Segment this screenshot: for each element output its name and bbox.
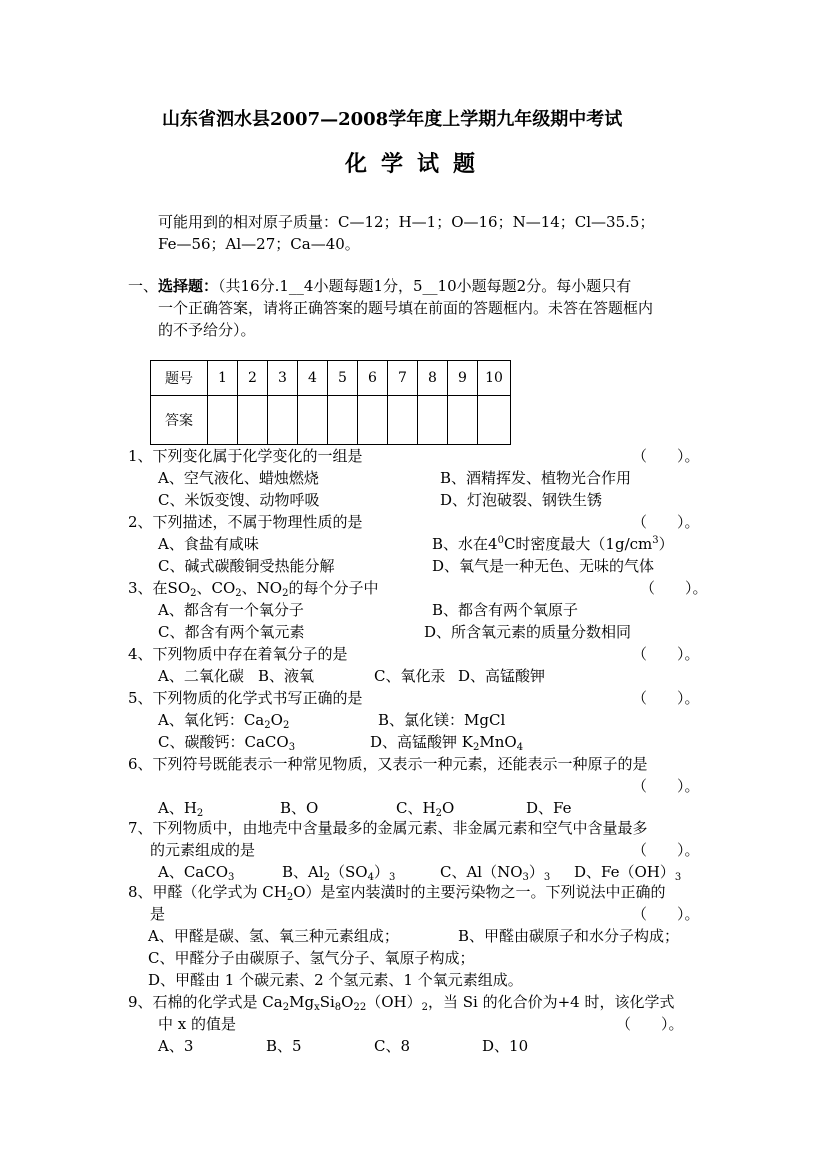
q5-stem: 5、下列物质的化学式书写正确的是 — [128, 689, 363, 707]
answer-table-number-row — [151, 361, 511, 396]
question-number-cell: 2 — [238, 361, 268, 396]
answer-cell[interactable] — [268, 396, 298, 445]
q3-option-b: B、都含有两个氧原子 — [432, 601, 579, 619]
q8-option-c: C、甲醛分子由碳原子、氢气分子、氧原子构成； — [148, 949, 475, 967]
q6-blank: （ ）。 — [632, 777, 700, 795]
q8-option-b: B、甲醛由碳原子和水分子构成； — [458, 927, 680, 945]
q6-stem: 6、下列符号既能表示一种常见物质，又表示一种元素，还能表示一种原子的是 — [128, 755, 648, 773]
answer-cell[interactable] — [358, 396, 388, 445]
q4-option-a: A、二氧化碳 — [158, 667, 244, 685]
q5-option-c: C、碳酸钙：CaCO$_3$ — [158, 733, 296, 753]
q3-option-a: A、都含有一个氧分子 — [158, 601, 304, 619]
q1-option-a: A、空气液化、蜡烛燃烧 — [158, 469, 319, 487]
subject-title: 化学试题 — [345, 151, 490, 177]
section-heading: 选择题： — [158, 277, 219, 295]
q7-option-a: A、CaCO$_3$ — [158, 863, 235, 883]
q6-option-b: B、O — [280, 799, 319, 817]
q4-stem: 4、下列物质中存在着氧分子的是 — [128, 645, 348, 663]
answer-cell[interactable] — [208, 396, 238, 445]
question-number-cell: 10 — [478, 361, 511, 396]
answer-table — [150, 360, 511, 445]
q6-option-d: D、Fe — [526, 799, 572, 817]
question-number-cell: 5 — [328, 361, 358, 396]
q7-option-d: D、$Fe(OH)_3$ — [574, 863, 682, 883]
answer-cell[interactable] — [418, 396, 448, 445]
question-number-cell: 8 — [418, 361, 448, 396]
q4-option-b: B、液氧 — [258, 667, 315, 685]
atomic-mass-line-1: 可能用到的相对原子质量：C—12；H—1；O—16；N—14；Cl—35.5； — [158, 213, 655, 231]
answer-table-label: 题号 — [151, 361, 208, 396]
q1-option-d: D、灯泡破裂、钢铁生锈 — [440, 491, 603, 509]
atomic-mass-line-2: Fe—56；Al—27；Ca—40。 — [158, 235, 360, 253]
section-instructions — [128, 276, 631, 296]
q5-option-a: A、氧化钙：$Ca_2O_2$ — [158, 711, 290, 731]
q1-blank: （ ）。 — [632, 447, 700, 465]
q4-option-c: C、氧化汞 — [374, 667, 446, 685]
q2-stem: 2、下列描述，不属于物理性质的是 — [128, 513, 363, 531]
q8-stem-line-2: 是 — [150, 905, 166, 923]
section-text-1: （共16分.1__4小题每题1分，5__10小题每题2分。每小题只有 — [218, 277, 632, 295]
section-number: 一、 — [128, 277, 159, 295]
answer-table-answer-row — [151, 396, 511, 445]
q4-option-d: D、高锰酸钾 — [458, 667, 546, 685]
q3-blank: （ ）。 — [640, 579, 708, 597]
q2-blank: （ ）。 — [632, 513, 700, 531]
question-number-cell: 1 — [208, 361, 238, 396]
q9-blank: （ ）。 — [616, 1015, 684, 1033]
q2-option-a: A、食盐有咸味 — [158, 535, 259, 553]
exam-title: 山东省泗水县2007—2008学年度上学期九年级期中考试 — [162, 109, 623, 130]
q5-option-d: D、高锰酸钾 $K_2MnO_4$ — [370, 733, 524, 753]
q8-blank: （ ）。 — [632, 905, 700, 923]
q2-option-b: B、水在$4^0C$时密度最大$(1g/cm^3)$ — [432, 535, 674, 553]
q1-stem: 1、下列变化属于化学变化的一组是 — [128, 447, 363, 465]
q2-option-d: D、氧气是一种无色、无味的气体 — [432, 557, 655, 575]
q1-option-c: C、米饭变馊、动物呼吸 — [158, 491, 320, 509]
answer-cell[interactable] — [388, 396, 418, 445]
question-number-cell: 9 — [448, 361, 478, 396]
q9-stem-line-2: 中 x 的值是 — [158, 1015, 236, 1033]
q3-stem: 3、在$SO_2$、$CO_2$、$NO_2$的每个分子中 — [128, 579, 379, 599]
question-number-cell: 7 — [388, 361, 418, 396]
q6-option-a: A、$H_2$ — [158, 799, 204, 819]
q7-blank: （ ）。 — [632, 841, 700, 859]
q7-option-c: C、$Al(NO_3)_3$ — [440, 863, 551, 883]
question-number-cell: 4 — [298, 361, 328, 396]
section-text-3: 的不予给分）。 — [158, 321, 256, 339]
q6-option-c: C、$H_2O$ — [396, 799, 455, 819]
q3-option-d: D、所含氧元素的质量分数相同 — [424, 623, 632, 641]
q7-option-b: B、$Al_2(SO_4)_3$ — [282, 863, 396, 883]
answer-cell[interactable] — [298, 396, 328, 445]
q7-stem-line-2: 的元素组成的是 — [150, 841, 256, 859]
answer-cell[interactable] — [238, 396, 268, 445]
q8-option-d: D、甲醛由 1 个碳元素、2 个氢元素、1 个氧元素组成。 — [148, 971, 523, 989]
q9-option-b: B、5 — [266, 1037, 302, 1055]
q9-option-a: A、3 — [158, 1037, 194, 1055]
q4-blank: （ ）。 — [632, 645, 700, 663]
q9-stem-line-1: 9、石棉的化学式是 $Ca_2Mg_xSi_8O_{22}(OH)_2$，当 Si 的化合价为+4 时，该化学式 — [128, 993, 675, 1013]
answer-cell[interactable] — [328, 396, 358, 445]
section-text-2: 一个正确答案，请将正确答案的题号填在前面的答题框内。未答在答题框内 — [158, 299, 654, 317]
q2-option-c: C、碱式碳酸铜受热能分解 — [158, 557, 335, 575]
question-number-cell: 6 — [358, 361, 388, 396]
answer-cell[interactable] — [448, 396, 478, 445]
answer-cell[interactable] — [478, 396, 511, 445]
q5-option-b: B、氯化镁：MgCl — [378, 711, 506, 729]
q9-option-d: D、10 — [482, 1037, 529, 1055]
q7-stem-line-1: 7、下列物质中，由地壳中含量最多的金属元素、非金属元素和空气中含量最多 — [128, 819, 648, 837]
question-number-cell: 3 — [268, 361, 298, 396]
q3-option-c: C、都含有两个氧元素 — [158, 623, 305, 641]
q8-stem-line-1: 8、甲醛（化学式为 $CH_2O$）是室内装潢时的主要污染物之一。下列说法中正确的 — [128, 883, 666, 903]
q8-option-a: A、甲醛是碳、氢、氧三种元素组成； — [148, 927, 399, 945]
q1-option-b: B、酒精挥发、植物光合作用 — [440, 469, 632, 487]
q5-blank: （ ）。 — [632, 689, 700, 707]
q9-option-c: C、8 — [374, 1037, 411, 1055]
answer-row-label: 答案 — [151, 396, 208, 445]
